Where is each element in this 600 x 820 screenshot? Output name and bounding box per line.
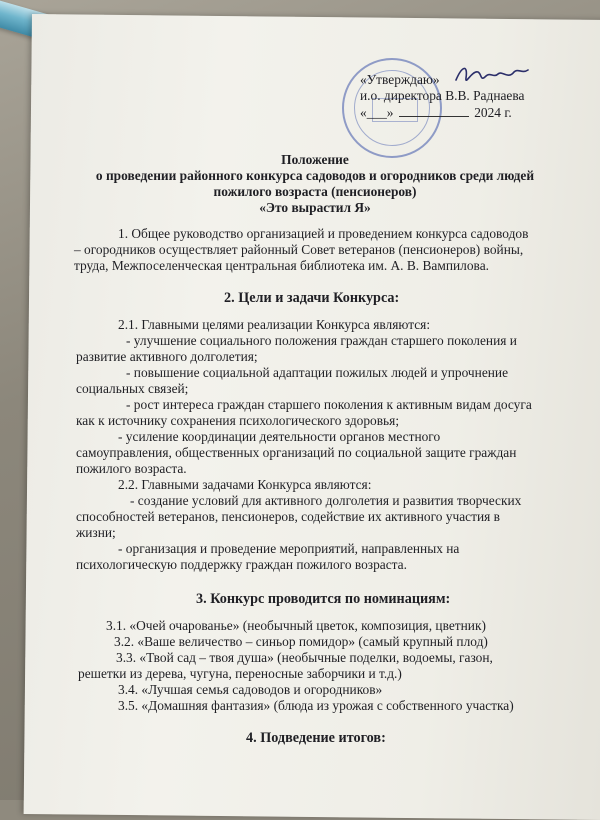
goal-1b: развитие активного долголетия; <box>76 349 258 364</box>
approval-title: «Утверждаю» <box>360 72 440 87</box>
nomination-3b: решетки из дерева, чугуна, переносные заборчики и т.д.) <box>78 666 402 681</box>
section1-line1: 1. Общее руководство организацией и проведением конкурса садоводов <box>118 226 529 241</box>
approval-block <box>360 72 560 121</box>
task-2a: - организация и проведение мероприятий, направленных на <box>118 541 460 556</box>
document-title: Положение о проведении районного конкурса садоводов и огородников среди людей пожилого возраста (пенсионеров) «Это вырастил Я» <box>95 152 535 215</box>
section1-line2: – огородников осуществляет районный Совет ветеранов (пенсионеров) войны, <box>74 242 524 257</box>
approval-date: «___» 2024 г. <box>360 104 512 120</box>
task-2b: психологическую поддержку граждан пожилого возраста. <box>76 557 407 572</box>
approval-director: и.о. директора В.В. Раднаева <box>360 88 525 104</box>
nomination-3a: 3.3. «Твой сад – твоя душа» (необычные поделки, водоемы, газон, <box>116 650 493 665</box>
goal-4c: пожилого возраста. <box>76 461 187 476</box>
goal-4b: самоуправления, общественных организаций по социальной защите граждан <box>76 445 517 460</box>
goal-2a: - повышение социальной адаптации пожилых людей и упрочнение <box>126 365 509 380</box>
goal-4a: - усиление координации деятельности органов местного <box>118 429 441 444</box>
nomination-4: 3.4. «Лучшая семья садоводов и огородников» <box>118 682 383 697</box>
nomination-1: 3.1. «Очей очарованье» (необычный цветок, композиция, цветник) <box>106 618 486 633</box>
task-1c: жизни; <box>76 525 116 540</box>
nomination-5: 3.5. «Домашняя фантазия» (блюда из урожая с собственного участка) <box>118 698 514 713</box>
goal-2b: социальных связей; <box>76 381 189 396</box>
goals-intro: 2.1. Главными целями реализации Конкурса являются: <box>118 317 431 332</box>
section1-line3: труда, Межпоселенческая центральная библиотека им. А. В. Вампилова. <box>74 258 489 273</box>
goal-1a: - улучшение социального положения граждан старшего поколения и <box>126 333 517 348</box>
goal-3b: как к источнику сохранения психологического здоровья; <box>76 413 400 428</box>
task-1a: - создание условий для активного долголетия и развития творческих <box>130 493 522 508</box>
tasks-intro: 2.2. Главными задачами Конкурса являются: <box>118 477 372 492</box>
nomination-2: 3.2. «Ваше величество – синьор помидор» (самый крупный плод) <box>114 634 488 649</box>
section3-heading: 3. Конкурс проводится по номинациям: <box>196 591 451 607</box>
goal-3a: - рост интереса граждан старшего поколения к активным видам досуга <box>126 397 532 412</box>
section4-heading: 4. Подведение итогов: <box>246 730 386 746</box>
task-1b: способностей ветеранов, пенсионеров, содействие их активного участия в <box>76 509 500 524</box>
section2-heading: 2. Цели и задачи Конкурса: <box>224 290 400 306</box>
